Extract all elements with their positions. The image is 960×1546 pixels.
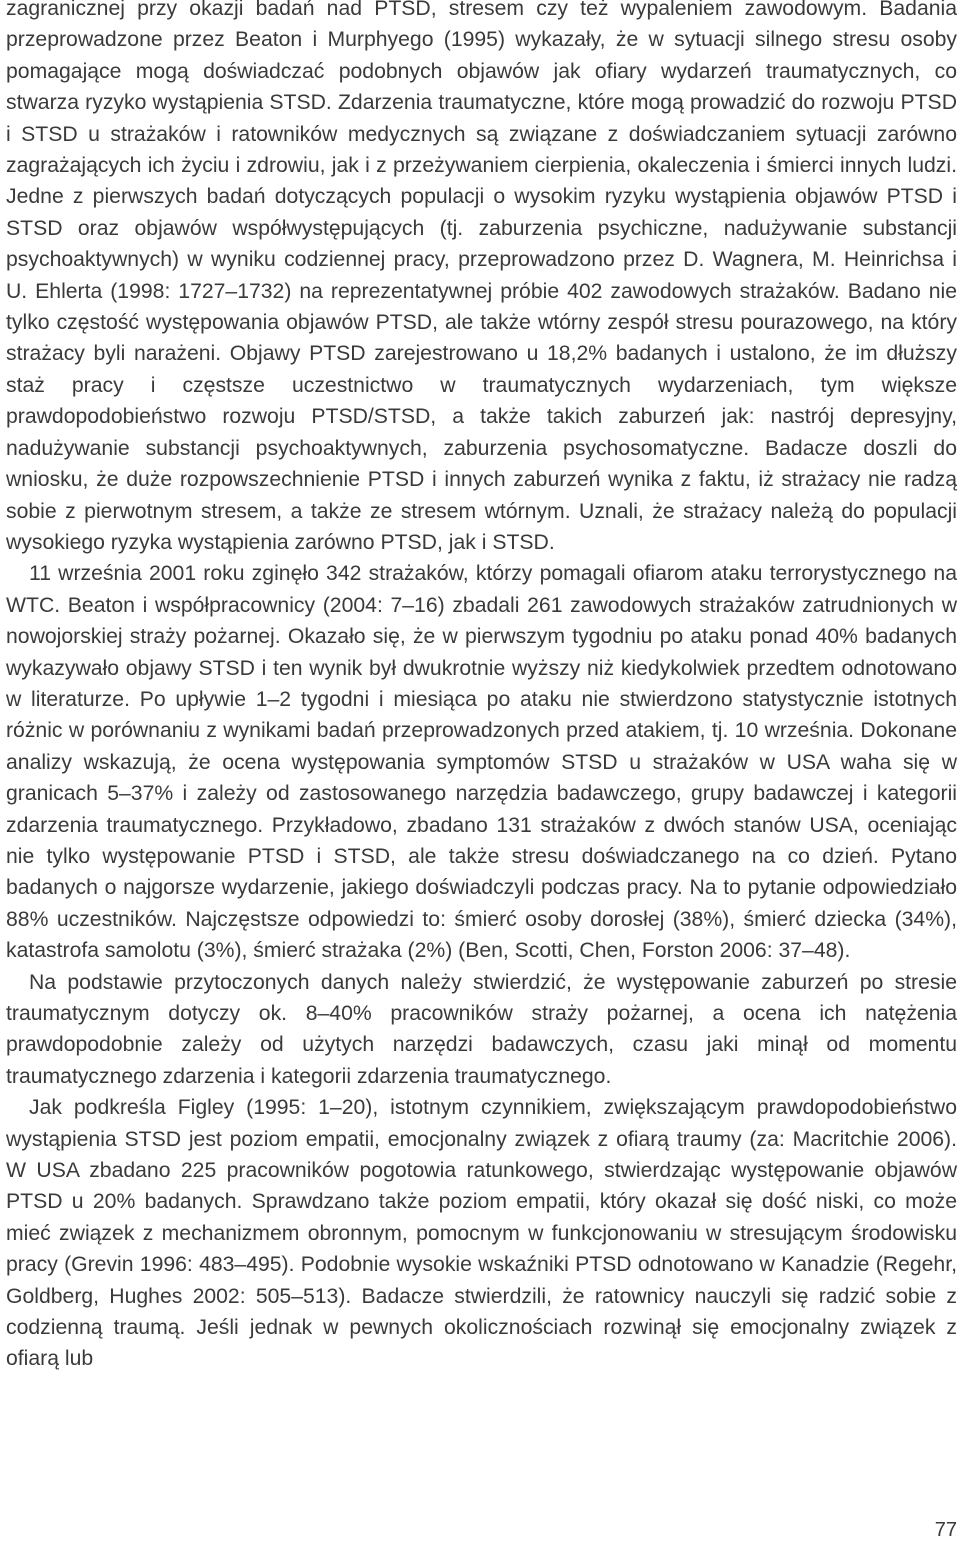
paragraph-1: zagranicznej przy okazji badań nad PTSD, stresem czy też wypaleniem zawodowym. Badania przeprowadzone przez Beaton i Murphyego (1995) wykazały, że w sytuacji silnego stresu osoby pomagające mogą doświadczać podobnych objawów jak ofiary wydarzeń traumatycznych, co stwarza ryzyko wystąpienia STSD. Zdarzenia traumatyczne, które mogą prowadzić do rozwoju PTSD i STSD u strażaków i ratowników medycznych są związane z doświadczaniem sytuacji zarówno zagrażających ich życiu i zdrowiu, jak i z przeżywaniem cierpienia, okaleczenia i śmierci innych ludzi. Jedne z pierwszych badań dotyczących populacji o wysokim ryzyku wystąpienia objawów PTSD i STSD oraz objawów współwystępujących (tj. zaburzenia psychiczne, nadużywanie substancji psychoaktywnych) w wyniku codziennej pracy, przeprowadzono przez D. Wagnera, M. Heinrichsa i U. Ehlerta (1998: 1727–1732) na reprezentatywnej próbie 402 zawodowych strażaków. Badano nie tylko częstość występowania objawów PTSD, ale także wtórny zespół stresu pourazowego, na który strażacy byli narażeni. Objawy PTSD zarejestrowano u 18,2% badanych i ustalono, że im dłuższy staż pracy i częstsze uczestnictwo w traumatycznych wydarzeniach, tym większe prawdopodobieństwo rozwoju PTSD/STSD, a także takich zaburzeń jak: nastrój depresyjny, nadużywanie substancji psychoaktywnych, zaburzenia psychosomatyczne. Badacze doszli do wniosku, że duże rozpowszechnienie PTSD i innych zaburzeń wynika z faktu, iż strażacy nie radzą sobie z pierwotnym stresem, a także ze stresem wtórnym. Uznali, że strażacy należą do populacji wysokiego ryzyka wystąpienia zarówno PTSD, jak i STSD. [6, 0, 957, 554]
paragraph-3: Na podstawie przytoczonych danych należy stwierdzić, że występowanie zaburzeń po stresie traumatycznym dotyczy ok. 8–40% pracowników straży pożarnej, a ocena ich natężenia prawdopodobnie zależy od użytych narzędzi badawczych, czasu jaki minął od momentu traumatycznego zdarzenia i kategorii zdarzenia traumatycznego. [6, 970, 957, 1088]
paragraph-2: 11 września 2001 roku zginęło 342 strażaków, którzy pomagali ofiarom ataku terrorystycznego na WTC. Beaton i współpracownicy (2004: 7–16) zbadali 261 zawodowych strażaków zatrudnionych w nowojorskiej straży pożarnej. Okazało się, że w pierwszym tygodniu po ataku ponad 40% badanych wykazywało objawy STSD i ten wynik był dwukrotnie wyższy niż kiedykolwiek przedtem odnotowano w literaturze. Po upływie 1–2 tygodni i miesiąca po ataku nie stwierdzono statystycznie istotnych różnic w porównaniu z wynikami badań przeprowadzonych przed atakiem, tj. 10 września. Dokonane analizy wskazują, że ocena występowania symptomów STSD u strażaków w USA waha się w granicach 5–37% i zależy od zastosowanego narzędzia badawczego, grupy badawczej i kategorii zdarzenia traumatycznego. Przykładowo, zbadano 131 strażaków z dwóch stanów USA, oceniając nie tylko występowanie PTSD i STSD, ale także stresu doświadczanego na co dzień. Pytano badanych o najgorsze wydarzenie, jakiego doświadczyli podczas pracy. Na to pytanie odpowiedziało 88% uczestników. Najczęstsze odpowiedzi to: śmierć osoby dorosłej (38%), śmierć dziecka (34%), katastrofa samolotu (3%), śmierć strażaka (2%) (Ben, Scotti, Chen, Forston 2006: 37–48). [6, 562, 957, 963]
body-text [6, 0, 957, 1375]
paragraph-4: Jak podkreśla Figley (1995: 1–20), istotnym czynnikiem, zwiększającym prawdopodobieństwo wystąpienia STSD jest poziom empatii, emocjonalny związek z ofiarą traumy (za: Macritchie 2006). W USA zbadano 225 pracowników pogotowia ratunkowego, stwierdzając występowanie objawów PTSD u 20% badanych. Sprawdzano także poziom empatii, który okazał się dość niski, co może mieć związek z mechanizmem obronnym, pomocnym w funkcjonowaniu w stresującym środowisku pracy (Grevin 1996: 483–495). Podobnie wysokie wskaźniki PTSD odnotowano w Kanadzie (Regehr, Goldberg, Hughes 2002: 505–513). Badacze stwierdzili, że ratownicy nauczyli się radzić sobie z codzienną traumą. Jeśli jednak w pewnych okolicznościach rozwinął się emocjonalny związek z ofiarą lub [6, 1096, 957, 1371]
page-number: 77 [934, 1519, 957, 1541]
